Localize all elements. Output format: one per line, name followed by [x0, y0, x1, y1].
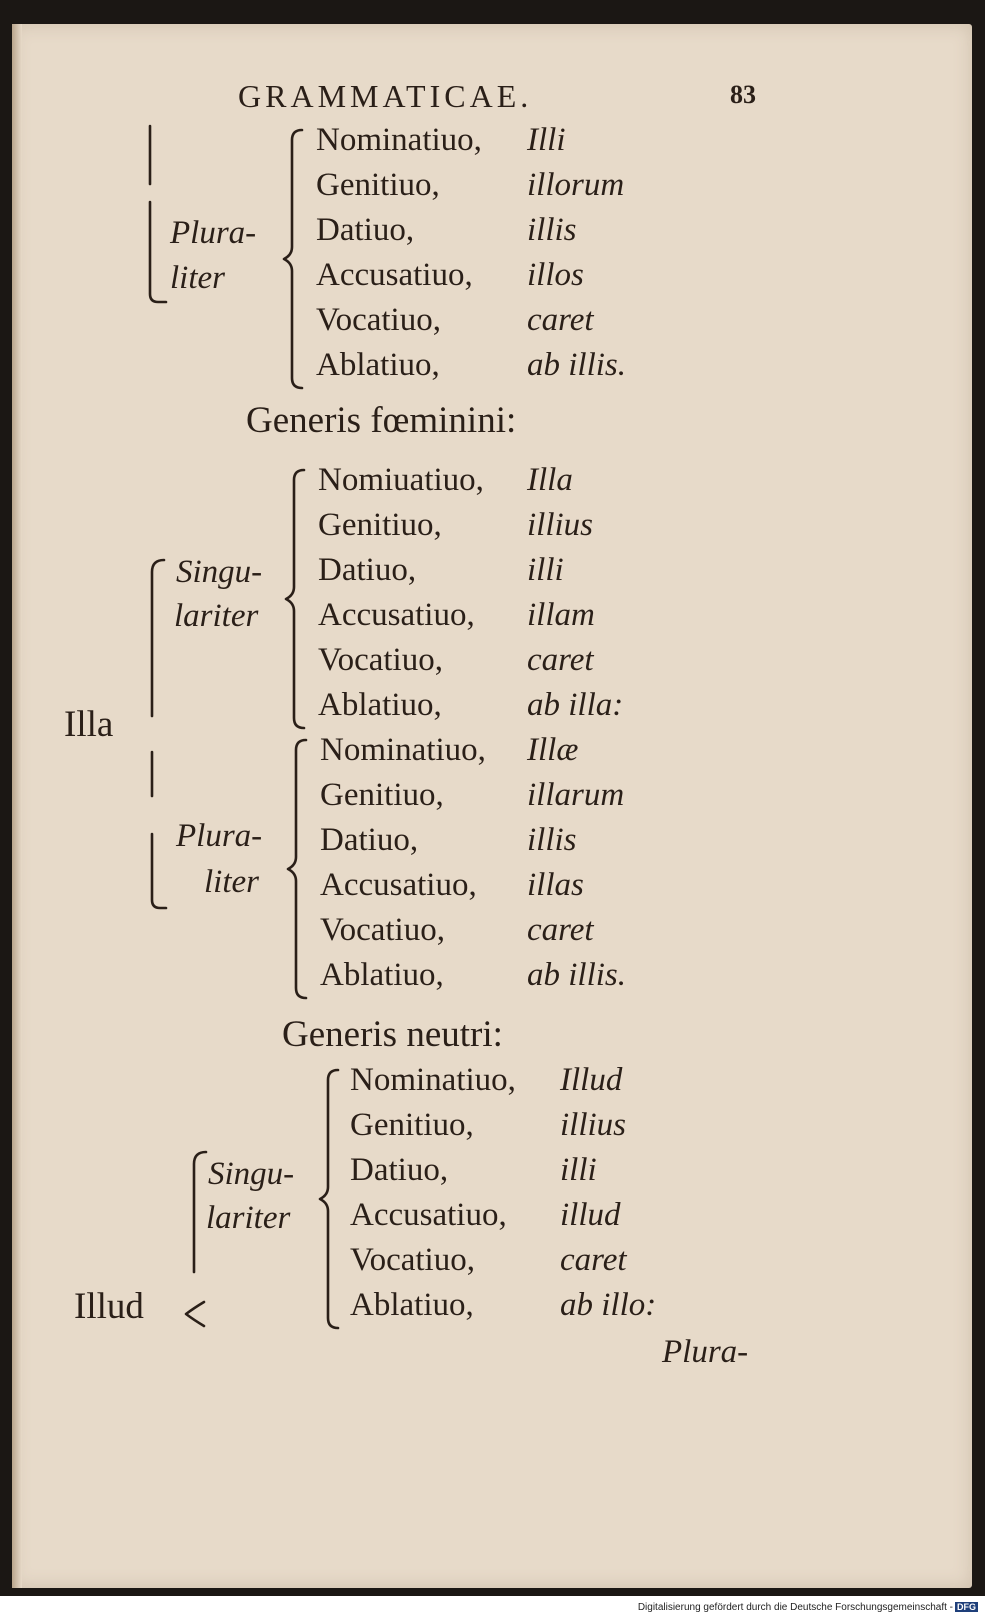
page-number: 83 [730, 80, 756, 109]
case-label: Nominatiuo, [350, 1062, 516, 1098]
case-brace-neut-singular [316, 1064, 346, 1334]
case-form: illis [527, 212, 577, 248]
case-form: illorum [527, 167, 625, 203]
case-form: ab illis. [527, 347, 627, 383]
running-header: GRAMMATICAE. [238, 78, 533, 114]
case-form: Illud [560, 1062, 623, 1098]
case-form: caret [527, 302, 594, 338]
number-label-fem-singular-1: Singu- [176, 554, 263, 590]
case-label: Vocatiuo, [320, 912, 445, 948]
case-brace-fem-plural [284, 734, 314, 1004]
case-form: Illæ [527, 732, 579, 768]
case-label: Nominatiuo, [316, 122, 482, 158]
number-label-neut-singular-1: Singu- [208, 1156, 295, 1192]
case-brace-masc-plural [280, 124, 310, 394]
footer-text: Digitalisierung gefördert durch die Deutsche Forschungsgemeinschaft - [637, 1602, 953, 1613]
case-form: illis [527, 822, 577, 858]
case-label: Genitiuo, [316, 167, 440, 203]
case-label: Genitiuo, [318, 507, 442, 543]
case-label: Accusatiuo, [350, 1197, 507, 1233]
number-label-fem-plural-1: Plura- [176, 818, 263, 854]
case-label: Vocatiuo, [318, 642, 443, 678]
case-label: Ablatiuo, [318, 687, 442, 723]
case-form: ab illa: [527, 687, 624, 723]
case-form: Illi [527, 122, 566, 158]
number-label-masc-plural-1: Plura- [170, 215, 257, 251]
case-form: caret [560, 1242, 627, 1278]
section-heading-feminine: Generis fœminini: [246, 400, 517, 441]
case-label: Ablatiuo, [320, 957, 444, 993]
case-label: Datiuo, [350, 1152, 449, 1188]
case-label: Vocatiuo, [316, 302, 441, 338]
case-label: Datiuo, [320, 822, 419, 858]
case-label: Genitiuo, [320, 777, 444, 813]
number-label-fem-singular-2: lariter [174, 598, 259, 634]
case-label: Datiuo, [318, 552, 417, 588]
case-label: Accusatiuo, [316, 257, 473, 293]
case-label: Nomiuatiuo, [318, 462, 484, 498]
case-form: illius [527, 507, 594, 543]
case-label: Nominatiuo, [320, 732, 486, 768]
lemma-illa: Illa [64, 704, 114, 745]
case-form: caret [527, 642, 594, 678]
lemma-illud: Illud [74, 1286, 144, 1327]
number-label-fem-plural-2: liter [204, 864, 259, 900]
case-form: illarum [527, 777, 625, 813]
case-form: illud [560, 1197, 621, 1233]
case-form: ab illo: [560, 1287, 657, 1323]
case-form: ab illis. [527, 957, 627, 993]
lemma-brace-illa [140, 552, 170, 912]
spine-shadow [12, 24, 22, 1588]
case-form: caret [527, 912, 594, 948]
case-label: Accusatiuo, [318, 597, 475, 633]
case-form: illam [527, 597, 595, 633]
case-label: Datiuo, [316, 212, 415, 248]
case-form: illius [560, 1107, 627, 1143]
number-label-neut-singular-2: lariter [206, 1200, 291, 1236]
case-form: illi [560, 1152, 597, 1188]
dfg-logo: DFG [957, 1602, 976, 1612]
case-label: Genitiuo, [350, 1107, 474, 1143]
catchword: Plura- [662, 1334, 749, 1370]
case-label: Accusatiuo, [320, 867, 477, 903]
case-label: Vocatiuo, [350, 1242, 475, 1278]
case-label: Ablatiuo, [316, 347, 440, 383]
case-form: illas [527, 867, 584, 903]
case-label: Ablatiuo, [350, 1287, 474, 1323]
case-form: Illa [527, 462, 573, 498]
case-brace-fem-singular [282, 464, 312, 734]
section-heading-neuter: Generis neutri: [282, 1014, 503, 1055]
book-page [12, 24, 972, 1588]
digitization-footer [638, 1602, 978, 1613]
case-form: illos [527, 257, 584, 293]
number-label-masc-plural-2: liter [170, 260, 225, 296]
outer-brace-masc [142, 124, 172, 314]
case-form: illi [527, 552, 564, 588]
